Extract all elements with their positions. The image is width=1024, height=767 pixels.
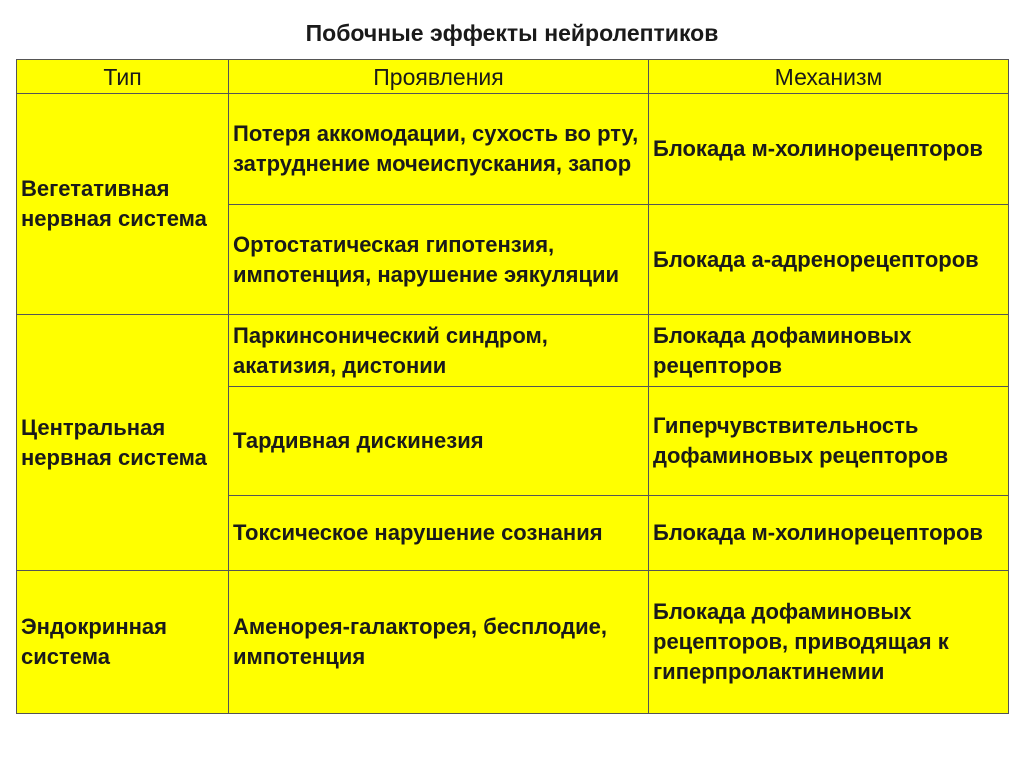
page-title: Побочные эффекты нейролептиков	[305, 20, 719, 46]
table-row	[17, 571, 1009, 714]
mechanism-cell: Гиперчувствительность дофаминовых рецепторов	[649, 387, 1009, 496]
column-header-mechanism: Механизм	[649, 60, 1009, 94]
manifestation-cell: Паркинсонический синдром, акатизия, дистонии	[229, 315, 649, 387]
mechanism-cell: Блокада дофаминовых рецепторов, приводящая к гиперпролактинемии	[649, 571, 1009, 714]
manifestation-cell: Аменорея-галакторея, бесплодие, импотенция	[229, 571, 649, 714]
manifestation-cell: Ортостатическая гипотензия, импотенция, нарушение эякуляции	[229, 205, 649, 315]
manifestation-cell: Токсическое нарушение сознания	[229, 496, 649, 571]
side-effects-table	[16, 59, 1009, 714]
mechanism-cell: Блокада а-адренорецепторов	[649, 205, 1009, 315]
table-header-row	[17, 60, 1009, 94]
table-row	[17, 94, 1009, 205]
column-header-manifestation: Проявления	[229, 60, 649, 94]
mechanism-cell: Блокада дофаминовых рецепторов	[649, 315, 1009, 387]
manifestation-cell: Потеря аккомодации, сухость во рту, затруднение мочеиспускания, запор	[229, 94, 649, 205]
mechanism-cell: Блокада м-холинорецепторов	[649, 94, 1009, 205]
type-cell-autonomic: Вегетативная нервная система	[17, 94, 229, 315]
type-cell-central: Центральная нервная система	[17, 315, 229, 571]
manifestation-cell: Тардивная дискинезия	[229, 387, 649, 496]
table-row	[17, 315, 1009, 387]
type-cell-endocrine: Эндокринная система	[17, 571, 229, 714]
column-header-type: Тип	[17, 60, 229, 94]
mechanism-cell: Блокада м-холинорецепторов	[649, 496, 1009, 571]
